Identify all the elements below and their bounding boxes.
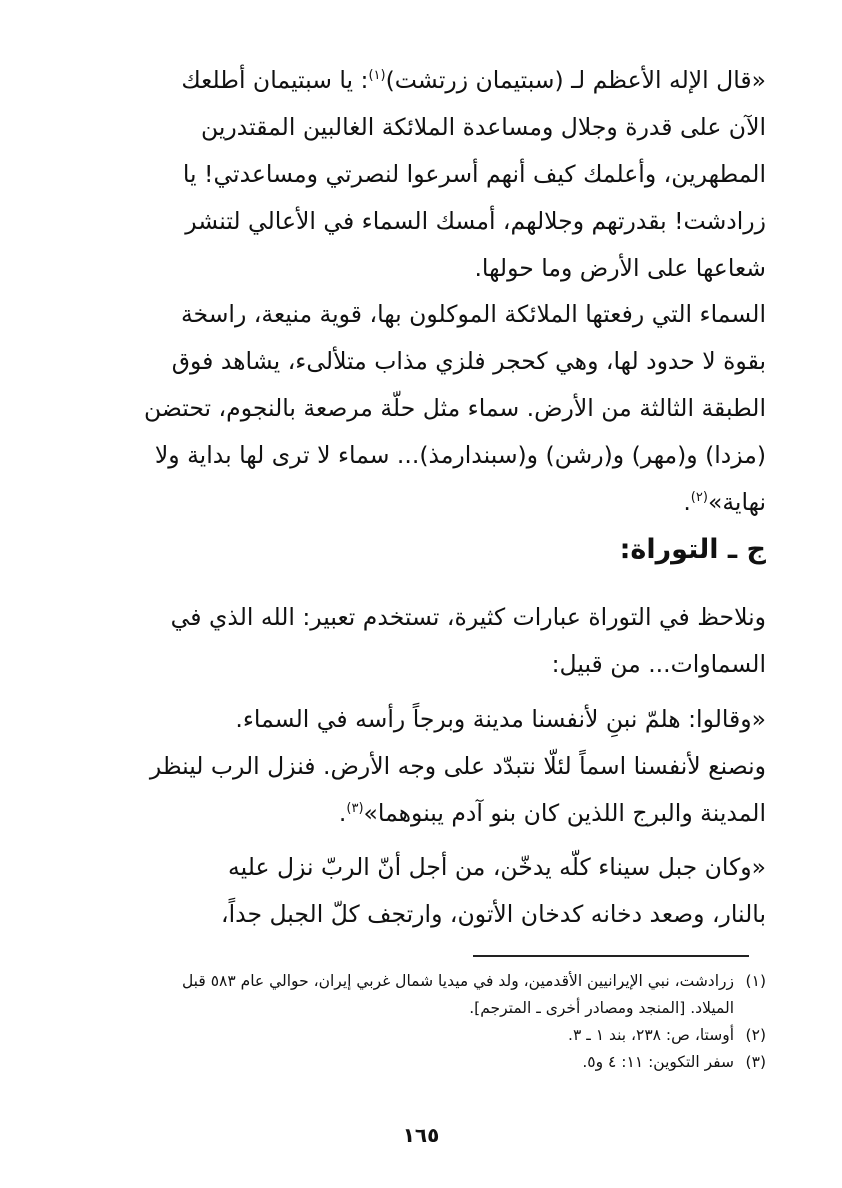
section-heading: ج ـ التوراة: bbox=[619, 534, 766, 565]
footnote-3: (٣)سفر التكوين: ١١: ٤ و٥. bbox=[76, 1049, 766, 1076]
quote-sinai bbox=[76, 844, 766, 938]
footnotes bbox=[76, 968, 766, 1076]
text-line: نهاية»$^{(٢)}$. bbox=[683, 488, 766, 516]
text-line: بالنار، وصعد دخانه كدخان الأتون، وارتجف كلّ الجبل جداً، bbox=[221, 900, 766, 928]
text-line: السماوات... من قبيل: bbox=[551, 650, 766, 678]
text-line: «قال الإله الأعظم لـ (سبتيمان زرتشت)$^{(١)}$: يا سبتيمان أطلعك bbox=[181, 66, 766, 94]
paragraph-zarathustra-quote bbox=[76, 57, 766, 292]
footnote-1-continuation: الميلاد. [المنجد ومصادر أخرى ـ المترجم]. bbox=[469, 999, 734, 1017]
text-line: الآن على قدرة وجلال ومساعدة الملائكة الغالبين المقتدرين bbox=[201, 113, 766, 141]
text-line: ونصنع لأنفسنا اسماً لئلّا نتبدّد على وجه الأرض. فنزل الرب لينظر bbox=[149, 752, 766, 780]
footnote-ref[interactable]: (٣) bbox=[346, 801, 364, 817]
footnote-number: (١) bbox=[745, 972, 766, 990]
footnote-number: (٣) bbox=[745, 1053, 766, 1071]
paragraph-sky-description bbox=[76, 291, 766, 526]
footnote-ref[interactable]: (١) bbox=[368, 68, 386, 84]
text-line: ونلاحظ في التوراة عبارات كثيرة، تستخدم تعبير: الله الذي في bbox=[170, 603, 766, 631]
footnote-1: (١)زرادشت، نبي الإيرانيين الأقدمين، ولد في ميديا شمال غربي إيران، حوالي عام ٥٨٣ قبل bbox=[76, 968, 766, 995]
text-line: السماء التي رفعتها الملائكة الموكلون بها، قوية منيعة، راسخة bbox=[180, 300, 766, 328]
text-line: «وقالوا: هلمّ نبنِ لأنفسنا مدينة وبرجاً رأسه في السماء. bbox=[235, 705, 766, 733]
page-number: ١٦٥ bbox=[402, 1123, 440, 1147]
text-line: شعاعها على الأرض وما حولها. bbox=[474, 254, 766, 282]
text-line: المدينة والبرج اللذين كان بنو آدم يبنوهما»$^{(٣)}$. bbox=[338, 799, 766, 827]
footnote-ref[interactable]: (٢) bbox=[690, 490, 708, 506]
text-line: الطبقة الثالثة من الأرض. سماء مثل حلّة مرصعة بالنجوم، تحتضن bbox=[144, 394, 766, 422]
text-line: بقوة لا حدود لها، وهي كحجر فلزي مذاب متلألىء، يشاهد فوق bbox=[171, 347, 766, 375]
quote-babel bbox=[76, 696, 766, 837]
paragraph-torah-intro bbox=[76, 594, 766, 688]
text-line: المطهرين، وأعلمك كيف أنهم أسرعوا لنصرتي ومساعدتي! يا bbox=[182, 160, 766, 188]
footnote-number: (٢) bbox=[745, 1026, 766, 1044]
text-line: زرادشت! بقدرتهم وجلالهم، أمسك السماء في الأعالي لتنشر bbox=[185, 207, 766, 235]
text-line: (مزدا) و(مهر) و(رشن) و(سبندارمذ)... سماء لا ترى لها بداية ولا bbox=[154, 441, 766, 469]
footnote-divider bbox=[473, 955, 749, 957]
text-line: «وكان جبل سيناء كلّه يدخّن، من أجل أنّ الربّ نزل عليه bbox=[228, 853, 766, 881]
footnote-2: (٢)أوستا، ص: ٢٣٨، بند ١ ـ ٣. bbox=[76, 1022, 766, 1049]
